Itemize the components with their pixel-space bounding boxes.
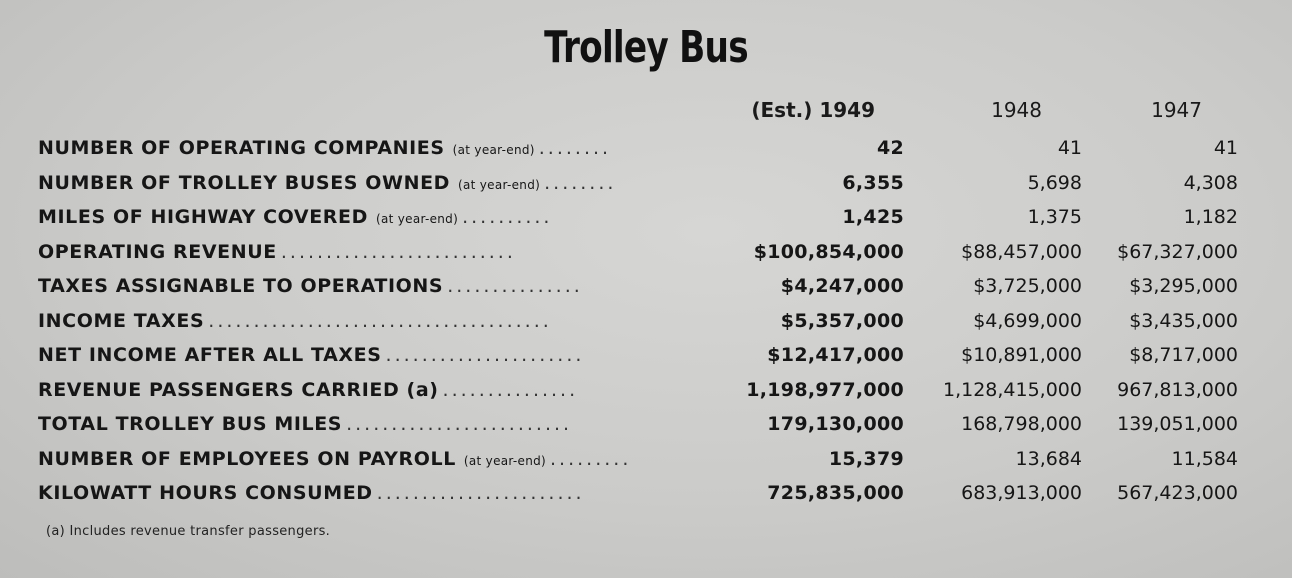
table-row — [38, 306, 1258, 341]
page-title: Trolley Bus — [544, 22, 748, 73]
value-1949: $5,357,000 — [780, 309, 904, 332]
row-label-text: NUMBER OF EMPLOYEES ON PAYROLL — [38, 447, 456, 470]
table-row — [38, 133, 1258, 168]
value-1948: $3,725,000 — [973, 275, 1082, 297]
row-label — [38, 310, 698, 332]
row-label — [38, 448, 698, 470]
value-1949: $12,417,000 — [767, 344, 904, 366]
row-label-text: KILOWATT HOURS CONSUMED — [38, 482, 373, 504]
value-1947: 139,051,000 — [1117, 413, 1238, 435]
value-1948: 41 — [1057, 137, 1082, 159]
row-label-note: (at year-end) — [458, 177, 541, 192]
value-1949: 179,130,000 — [767, 413, 904, 435]
leader-dots: .......................... — [280, 240, 516, 263]
value-1948: 5,698 — [1027, 171, 1082, 194]
row-label-text: INCOME TAXES — [38, 309, 205, 332]
value-1949: $4,247,000 — [780, 275, 904, 297]
table-row — [38, 340, 1258, 375]
value-1947: 967,813,000 — [1117, 378, 1238, 401]
row-label-text: OPERATING REVENUE — [38, 240, 277, 263]
table-row — [38, 168, 1258, 203]
table-row — [38, 444, 1258, 479]
column-header-1948: 1948 — [991, 98, 1042, 122]
value-1948: $88,457,000 — [961, 240, 1082, 263]
value-1947: $67,327,000 — [1117, 240, 1238, 263]
leader-dots: ......................... — [346, 413, 573, 435]
row-label-text: NUMBER OF TROLLEY BUSES OWNED — [38, 171, 451, 194]
row-label-note: (at year-end) — [452, 143, 535, 157]
value-1948: 13,684 — [1015, 447, 1082, 470]
value-1949: 1,198,977,000 — [746, 378, 904, 401]
value-1947: $8,717,000 — [1129, 344, 1238, 366]
footnote: (a) Includes revenue transfer passengers. — [46, 524, 331, 539]
leader-dots: ....................... — [376, 482, 585, 504]
value-1948: 1,128,415,000 — [942, 378, 1082, 401]
table-row — [38, 478, 1258, 513]
value-1949: 6,355 — [842, 171, 904, 194]
row-label — [38, 413, 698, 435]
column-header-1947: 1947 — [1151, 98, 1202, 122]
value-1947: 4,308 — [1183, 171, 1238, 194]
value-1949: 1,425 — [842, 206, 904, 228]
row-label-note: (at year-end) — [463, 453, 546, 468]
row-label-text: REVENUE PASSENGERS CARRIED (a) — [38, 378, 439, 401]
leader-dots: .......... — [462, 206, 553, 228]
row-label — [38, 275, 698, 297]
row-label-text: NET INCOME AFTER ALL TAXES — [38, 344, 382, 366]
statistics-table — [38, 133, 1258, 513]
value-1947: 567,423,000 — [1117, 482, 1238, 504]
table-row — [38, 409, 1258, 444]
leader-dots: ............... — [447, 275, 583, 297]
row-label-text: MILES OF HIGHWAY COVERED — [38, 206, 368, 228]
row-label — [38, 241, 698, 263]
leader-dots: ...................... — [385, 344, 585, 366]
row-label — [38, 482, 698, 504]
value-1947: $3,295,000 — [1129, 275, 1238, 297]
table-row — [38, 202, 1258, 237]
row-label-text: TAXES ASSIGNABLE TO OPERATIONS — [38, 275, 444, 297]
value-1947: 41 — [1213, 137, 1238, 159]
leader-dots: ........ — [544, 171, 617, 194]
value-1947: 1,182 — [1183, 206, 1238, 228]
row-label-text: NUMBER OF OPERATING COMPANIES — [38, 137, 445, 159]
leader-dots: ............... — [442, 378, 579, 401]
value-1949: 42 — [876, 137, 904, 159]
value-1948: $10,891,000 — [961, 344, 1082, 366]
value-1948: $4,699,000 — [973, 309, 1082, 332]
row-label — [38, 344, 698, 366]
row-label — [38, 379, 698, 401]
row-label-note: (at year-end) — [376, 212, 459, 226]
column-header-1949: (Est.) 1949 — [751, 98, 875, 122]
value-1949: 15,379 — [828, 447, 904, 470]
value-1949: 725,835,000 — [767, 482, 904, 504]
leader-dots: ........ — [538, 137, 612, 159]
table-row — [38, 237, 1258, 272]
table-row — [38, 271, 1258, 306]
row-label — [38, 172, 698, 194]
value-1948: 1,375 — [1027, 206, 1082, 228]
value-1948: 683,913,000 — [961, 482, 1082, 504]
value-1947: 11,584 — [1171, 447, 1238, 470]
row-label — [38, 206, 698, 228]
value-1948: 168,798,000 — [961, 413, 1082, 435]
row-label — [38, 137, 698, 159]
leader-dots: ...................................... — [208, 309, 552, 332]
leader-dots: ......... — [550, 447, 632, 470]
row-label-text: TOTAL TROLLEY BUS MILES — [38, 413, 343, 435]
table-row — [38, 375, 1258, 410]
value-1949: $100,854,000 — [753, 240, 904, 263]
value-1947: $3,435,000 — [1129, 309, 1238, 332]
